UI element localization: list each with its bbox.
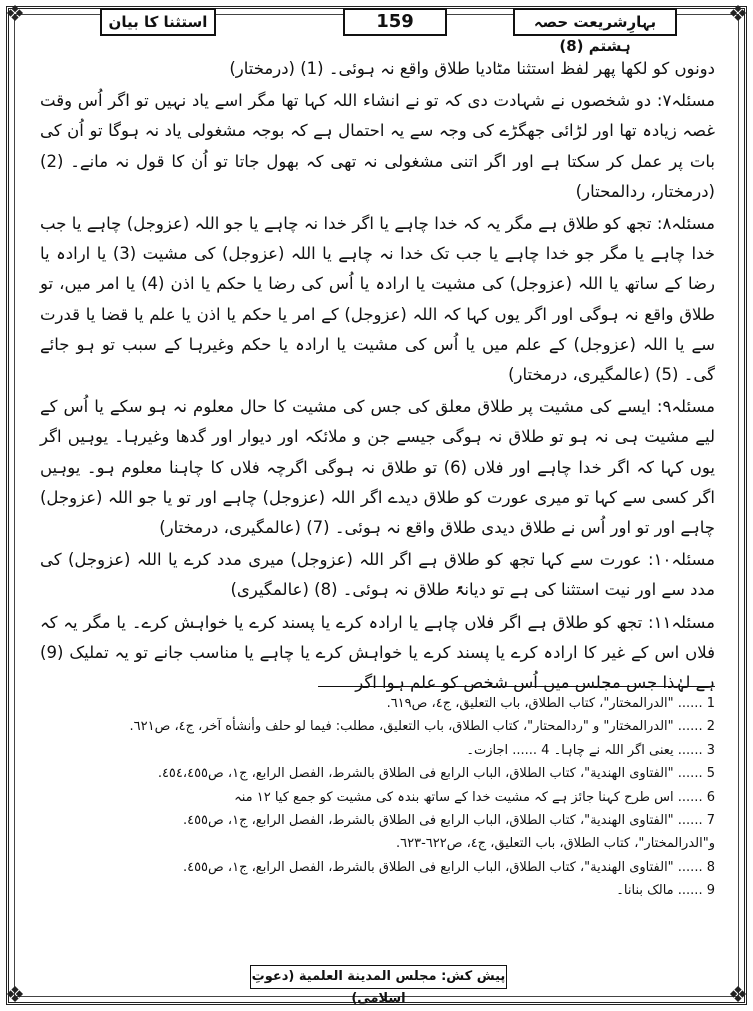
footnote: 8 ...... "الفتاوی الهندیة"، کتاب الطلاق، الباب الرابع فی الطلاق بالشرط، الفصل الرابع، ج١، ص٤٥٥. <box>182 859 715 875</box>
publisher-footer: پیش کش: مجلس المدینة العلمیة (دعوتِ اسلامی) <box>250 965 507 989</box>
corner-ornament-icon: ❖ <box>5 983 25 1008</box>
paragraph-masala-9: مسئلہ۹: ایسے کی مشیت پر طلاق معلق کی جس کی مشیت کا حال معلوم نہ ہو سکے یا اُس کے لیے مشیت ہی نہ ہو تو طلاق نہ ہوگی جیسے جن و ملائکہ اور دیوار اور گدھا وغیرہا۔ یوہیں اگر یوں کہا کہ اگر خدا چاہے اور فلاں (6) تو طلاق نہ ہوگی اگرچہ فلاں کا چاہنا معلوم ہو۔ یوہیں اگر کسی سے کہا تو میری عورت کو طلاق دیدے اگر اللہ (عزوجل) چاہے اور تو یا جو اللہ (عزوجل) چاہے اور تو اور اُس نے طلاق دیدی طلاق واقع نہ ہوئی۔ (7) (عالمگیری، درمختار) <box>40 397 715 538</box>
page-number: 159 <box>343 8 447 36</box>
corner-ornament-icon: ❖ <box>5 2 25 27</box>
footnote: و"الدرالمختار"، کتاب الطلاق، باب التعلیق، ج٤، ص٦٢٢-٦٢٣. <box>395 836 715 852</box>
footnote: 2 ...... "الدرالمختار" و "ردالمحتار"، کتاب الطلاق، باب التعلیق، مطلب: فیما لو حلف وأنشأه آخر، ج٤، ص٦٢١. <box>129 719 715 735</box>
main-text <box>40 54 715 700</box>
paragraph-masala-7: مسئلہ۷: دو شخصوں نے شہادت دی کہ تو نے انشاء اللہ کہا تھا مگر اسے یاد نہیں تو اگر اُس وقت غصہ زیادہ تھا اور لڑائی جھگڑے کی وجہ سے یہ احتمال ہے کہ بوجہ مشغولی یاد نہ ہوگا تو اُن کی بات پر عمل کر سکتا ہے اور اگر اتنی مشغولی نہ تھی کہ بھول جاتا تو اُن کا قول نہ مانے۔ (2) (درمختار، ردالمحتار) <box>40 91 715 201</box>
footnote: 1 ...... "الدرالمختار"، کتاب الطلاق، باب التعلیق، ج٤، ص٦١٩. <box>386 696 715 711</box>
footnote: 5 ...... "الفتاوی الهندیة"، کتاب الطلاق، الباب الرابع فی الطلاق بالشرط، الفصل الرابع، ج١، ص٤٥٤،٤٥٥. <box>157 766 715 782</box>
footnote: 7 ...... "الفتاوی الهندیة"، کتاب الطلاق، الباب الرابع فی الطلاق بالشرط، الفصل الرابع، ج١، ص٤٥٥. <box>182 812 715 828</box>
paragraph-masala-11: مسئلہ۱۱: تجھ کو طلاق ہے اگر فلاں چاہے یا ارادہ کرے یا پسند کرے یا خواہش کرے۔ یا مگر یہ کہ فلاں اس کے غیر کا ارادہ کرے یا پسند کرے یا خواہش کرے یا چاہے یا مناسب جانے تو یہ تملیک (9) ہے لہٰذا جس مجلس میں اُس شخص کو علم ہوا اگر <box>40 612 715 693</box>
footnote-divider <box>318 686 715 687</box>
corner-ornament-icon: ❖ <box>728 2 748 27</box>
paragraph-masala-10: مسئلہ۱۰: عورت سے کہا تجھ کو طلاق ہے اگر اللہ (عزوجل) میری مدد کرے یا اللہ (عزوجل) کی مدد سے اور نیت استثنا کی ہے تو دیانۃً طلاق نہ ہوئی۔ (8) (عالمگیری) <box>40 550 715 600</box>
paragraph: دونوں کو لکھا پھر لفظ استثنا مٹادیا طلاق واقع نہ ہوئی۔ (1) (درمختار) <box>229 59 715 78</box>
paragraph-masala-8: مسئلہ۸: تجھ کو طلاق ہے مگر یہ کہ خدا چاہے یا اگر خدا نہ چاہے یا جو اللہ (عزوجل) چاہے یا جب خدا چاہے یا مگر جو خدا چاہے یا جب تک خدا نہ چاہے یا اللہ (عزوجل) کی مشیت (3) یا ارادہ یا رضا کے ساتھ یا اللہ (عزوجل) کی مشیت یا ارادہ یا اُس کی رضا یا حکم یا اذن (4) یا امر میں، تو طلاق واقع نہ ہوگی اور اگر یوں کہا کہ اللہ (عزوجل) کے امر یا حکم یا اذن یا علم یا قضا یا قدرت سے یا اللہ (عزوجل) کے علم میں یا اُس کی مشیت یا ارادہ یا حکم وغیرہا کے سبب تو ہو جائے گی۔ (5) (عالمگیری، درمختار) <box>40 214 715 385</box>
chapter-title: استثنا کا بیان <box>100 8 216 36</box>
page-header <box>38 8 715 55</box>
footnote: 6 ...... اس طرح کہنا جائز ہے کہ مشیت خدا کے ساتھ بندہ کی مشیت کو جمع کیا ۱۲ منہ <box>234 789 715 805</box>
corner-ornament-icon: ❖ <box>728 983 748 1008</box>
footnotes <box>40 692 715 903</box>
footnote: 3 ...... یعنی اگر اللہ نے چاہا۔ 4 ...... اجازت۔ <box>466 742 715 758</box>
footnote: 9 ...... مالک بنانا۔ <box>616 883 715 899</box>
book-title: بہارِشریعت حصہ ہشتم (8) <box>513 8 677 36</box>
